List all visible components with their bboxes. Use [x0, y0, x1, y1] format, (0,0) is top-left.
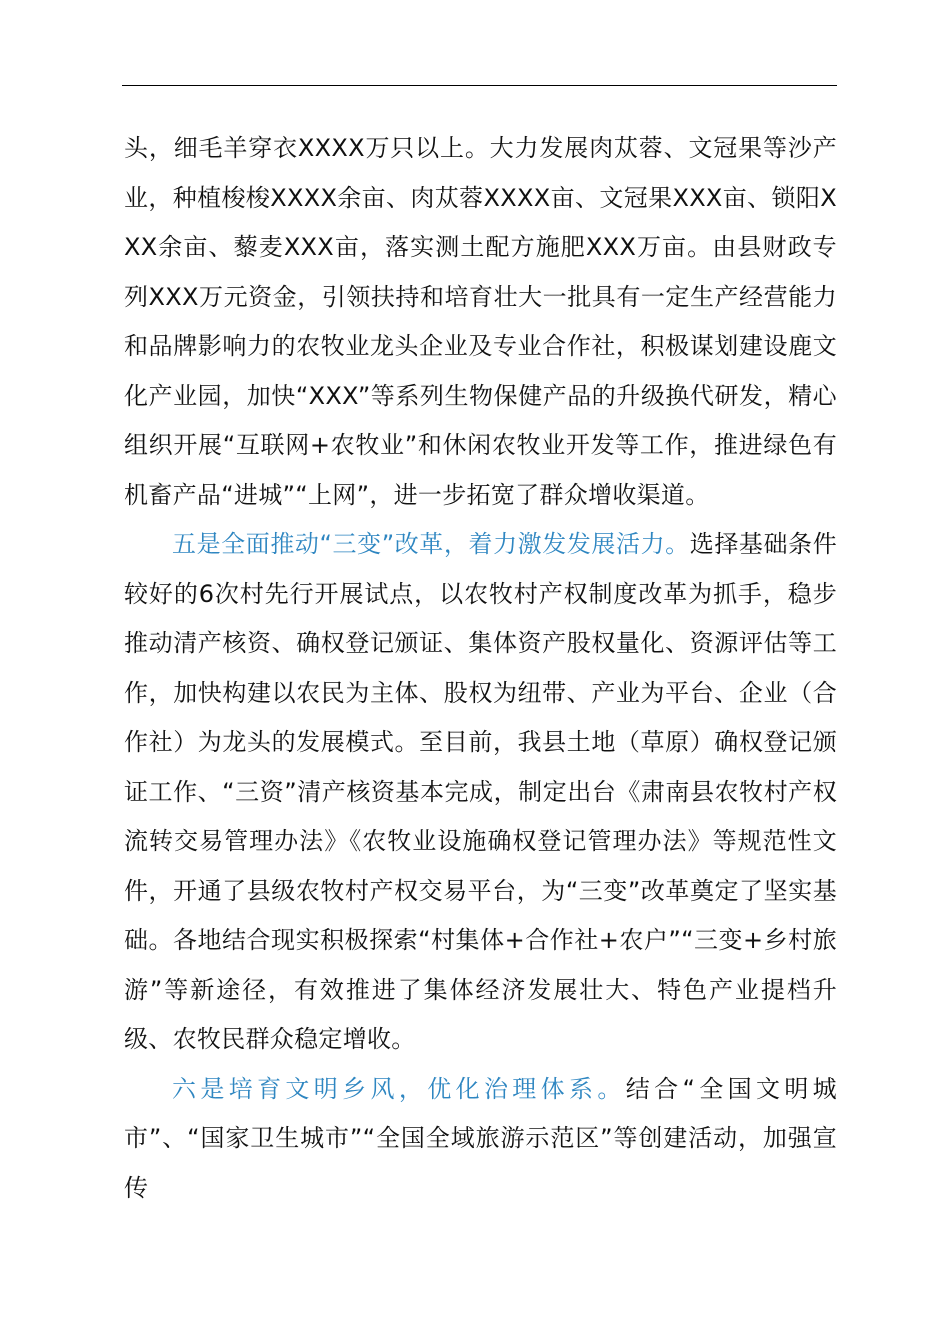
paragraph-3 [124, 1065, 837, 1214]
paragraph-3-heading: 六是培育文明乡风，优化治理体系。 [172, 1074, 626, 1103]
paragraph-1 [124, 124, 837, 520]
paragraph-2 [124, 520, 837, 1065]
paragraph-2-heading: 五是全面推动“三变”改革，着力激发发展活力。 [172, 530, 690, 558]
paragraph-3-body: 结合“全国文明城市”、“国家卫生城市”“全国全域旅游示范区”等创建活动，加强宣传 [124, 1074, 837, 1202]
header-rule [122, 85, 837, 86]
paragraph-2-body: 选择基础条件较好的6次村先行开展试点，以农牧村产权制度改革为抓手，稳步推动清产核资、确权登记颁证、集体资产股权量化、资源评估等工作，加快构建以农民为主体、股权为纽带、产业为平台、企业（合作社）为龙头的发展模式。至目前，我县土地（草原）确权登记颁证工作、“三资”清产核资基本完成，制定出台《肃南县农牧村产权流转交易管理办法》《农牧业设施确权登记管理办法》等规范性文件，开通了县级农牧村产权交易平台，为“三变”改革奠定了坚实基础。各地结合现实积极探索“村集体+合作社+农户”“三变+乡村旅游”等新途径，有效推进了集体经济发展壮大、特色产业提档升级、农牧民群众稳定增收。 [124, 530, 837, 1053]
document-body [124, 124, 837, 1213]
paragraph-1-body: 头，细毛羊穿衣XXXX万只以上。大力发展肉苁蓉、文冠果等沙产业，种植梭梭XXXX余亩、肉苁蓉XXXX亩、文冠果XXX亩、锁阳XXX余亩、藜麦XXX亩，落实测土配方施肥XXX万亩。由县财政专列XXX万元资金，引领扶持和培育壮大一批具有一定生产经营能力和品牌影响力的农牧业龙头企业及专业合作社，积极谋划建设鹿文化产业园，加快“XXX”等系列生物保健产品的升级换代研发，精心组织开展“互联网+农牧业”和休闲农牧业开发等工作，推进绿色有机畜产品“进城”“上网”，进一步拓宽了群众增收渠道。 [124, 134, 837, 509]
